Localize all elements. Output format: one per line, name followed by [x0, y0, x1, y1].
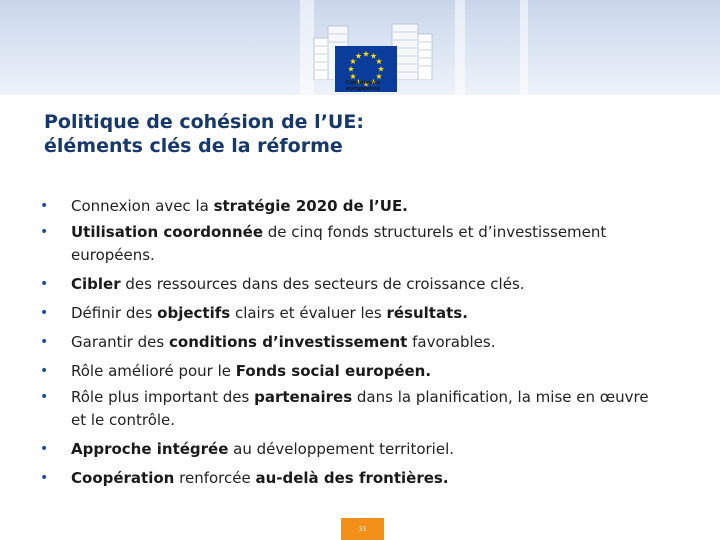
bullet-icon: •: [40, 198, 49, 214]
bullet-icon: •: [40, 470, 49, 486]
bullet-emphasis: résultats.: [386, 304, 468, 322]
eu-star: [348, 66, 354, 72]
header-stripe: [520, 0, 528, 95]
bullet-emphasis: conditions d’investissement: [169, 333, 408, 351]
bullet-emphasis: partenaires: [254, 388, 353, 406]
bullet-item: [40, 195, 660, 218]
bullet-icon: •: [40, 363, 49, 379]
bullet-text: au développement territoriel.: [228, 440, 455, 458]
bullet-icon: •: [40, 441, 49, 457]
bullet-item: [40, 331, 660, 354]
bullet-item: [40, 386, 660, 432]
bullet-text: Définir des: [71, 304, 158, 322]
bullet-item: [40, 467, 660, 490]
bullet-icon: •: [40, 305, 49, 321]
bullet-item: [40, 302, 660, 325]
eu-star: [363, 51, 369, 57]
eu-star: [370, 53, 376, 59]
logo-caption-line2: européenne: [346, 86, 380, 92]
bullet-text: Garantir des: [71, 333, 169, 351]
page-title-line2: éléments clés de la réforme: [44, 135, 343, 157]
eu-star: [355, 53, 361, 59]
eu-star: [350, 73, 356, 79]
bullet-icon: •: [40, 224, 49, 240]
bullet-text: dans la planification, la mise en œuvre et le contrôle.: [71, 388, 649, 429]
bullet-list: [40, 195, 660, 490]
bullet-emphasis: objectifs: [157, 304, 231, 322]
bullet-text: favorables.: [407, 333, 496, 351]
bullet-emphasis: au-delà des frontières.: [255, 469, 449, 487]
eu-star: [378, 66, 384, 72]
bullet-item: [40, 438, 660, 461]
bullet-emphasis: Utilisation coordonnée: [71, 223, 263, 241]
page-number-badge: [341, 518, 384, 540]
bullet-emphasis: stratégie 2020 de l’UE.: [213, 197, 408, 215]
logo-caption: [335, 80, 391, 92]
page-title-line1: Politique de cohésion de l’UE:: [44, 111, 364, 133]
bullet-text: Rôle amélioré pour le: [71, 362, 236, 380]
logo-caption-line1: Commission: [346, 80, 380, 86]
bullet-text: clairs et évaluer les: [230, 304, 387, 322]
page-number: 33: [358, 526, 367, 533]
bullet-text: de cinq fonds structurels et d’investissement européens.: [71, 223, 607, 264]
bullet-item: [40, 360, 660, 383]
eu-star: [350, 58, 356, 64]
bullet-emphasis: Approche intégrée: [71, 440, 229, 458]
eu-star: [376, 58, 382, 64]
bullet-item: [40, 221, 660, 267]
bullet-icon: •: [40, 276, 49, 292]
bullet-text: des ressources dans des secteurs de croissance clés.: [120, 275, 525, 293]
bullet-emphasis: Coopération: [71, 469, 175, 487]
bullet-item: [40, 273, 660, 296]
bullet-text: renforcée: [174, 469, 256, 487]
bullet-text: Rôle plus important des: [71, 388, 255, 406]
bullet-text: Connexion avec la: [71, 197, 214, 215]
eu-star: [376, 73, 382, 79]
bullet-emphasis: Cibler: [71, 275, 121, 293]
page-title: [44, 110, 644, 158]
bullet-icon: •: [40, 334, 49, 350]
header-stripe: [455, 0, 465, 95]
bullet-icon: •: [40, 389, 49, 405]
bullet-emphasis: Fonds social européen.: [235, 362, 432, 380]
